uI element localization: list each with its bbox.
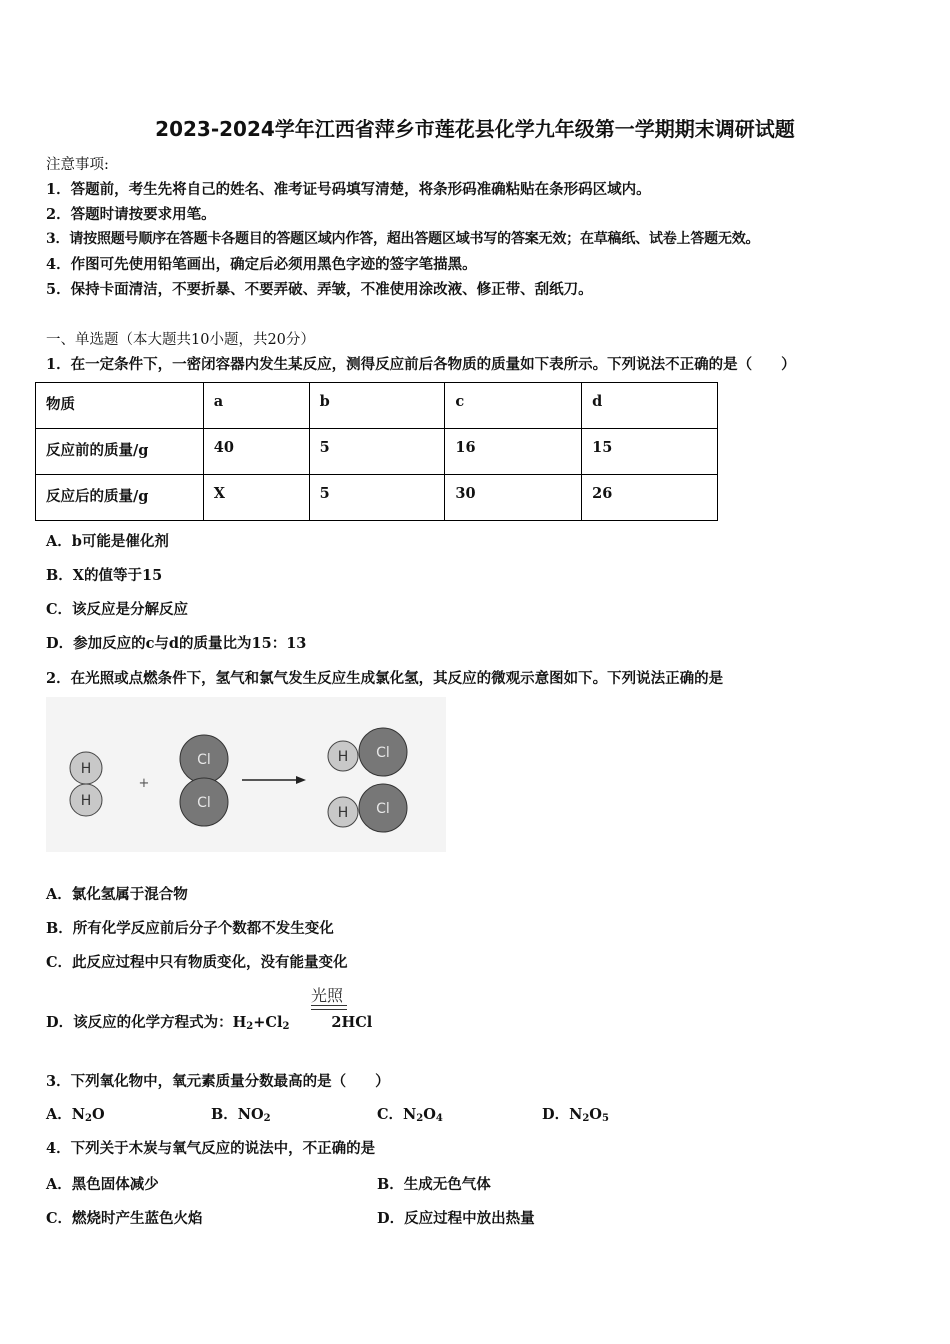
table-cell: 15: [582, 429, 718, 475]
notice-item: 4．作图可先使用铅笔画出，确定后必须用黑色字迹的签字笔描黑。: [46, 256, 477, 273]
formula-product: 2HCl: [331, 1014, 373, 1031]
question-3-stem: 3．下列氧化物中，氧元素质量分数最高的是（ ）: [46, 1073, 390, 1090]
notice-item: 2．答题时请按要求用笔。: [46, 206, 216, 223]
atom-label: Cl: [376, 801, 390, 817]
table-row: [36, 429, 718, 475]
table-cell: 反应前的质量/g: [36, 429, 204, 475]
question-4-option: D．反应过程中放出热量: [377, 1210, 535, 1227]
table-cell: a: [203, 383, 309, 429]
table-cell: 16: [445, 429, 582, 475]
question-2-option: A．氯化氢属于混合物: [46, 886, 188, 903]
formula-cl: +Cl: [253, 1014, 283, 1031]
notice-item: 1．答题前，考生先将自己的姓名、准考证号码填写清楚，将条形码准确粘贴在条形码区域内。: [46, 181, 651, 198]
atom-label: H: [337, 805, 349, 821]
table-cell: 30: [445, 475, 582, 521]
question-2-option: C．此反应过程中只有物质变化，没有能量变化: [46, 954, 348, 971]
question-1-option: B．X的值等于15: [46, 567, 163, 584]
question-4-option: B．生成无色气体: [377, 1176, 491, 1193]
question-4-stem: 4．下列关于木炭与氧气反应的说法中，不正确的是: [46, 1140, 376, 1157]
table-cell: 5: [309, 429, 445, 475]
equation-double-bar: [311, 1005, 347, 1010]
reaction-diagram-svg: [46, 697, 446, 852]
question-4-option: A．黑色固体减少: [46, 1176, 159, 1193]
question-3-option: B．$NO_2$: [211, 1106, 271, 1124]
table-cell: c: [445, 383, 582, 429]
question-4-option: C．燃烧时产生蓝色火焰: [46, 1210, 203, 1227]
table-cell: X: [203, 475, 309, 521]
subscript: 2: [246, 1021, 254, 1032]
arrow-head: [296, 776, 306, 784]
question-2-option: B．所有化学反应前后分子个数都不发生变化: [46, 920, 334, 937]
table-cell: 5: [309, 475, 445, 521]
reaction-diagram: [46, 697, 446, 852]
reaction-condition: 光照: [311, 986, 344, 1005]
atom-label: H: [337, 749, 349, 765]
atom-label: Cl: [197, 795, 211, 811]
table-cell: 26: [582, 475, 718, 521]
notice-item: 5．保持卡面清洁，不要折暴、不要弄破、弄皱，不准使用涂改液、修正带、刮纸刀。: [46, 281, 593, 298]
question-3-option: D．$N_2O_5$: [542, 1106, 609, 1124]
table-cell: b: [309, 383, 445, 429]
table-cell: 反应后的质量/g: [36, 475, 204, 521]
mass-table: [35, 382, 718, 521]
page-title: 2023-2024学年江西省萍乡市莲花县化学九年级第一学期期末调研试题: [155, 117, 795, 141]
notice-heading: 注意事项:: [46, 157, 109, 173]
question-2-option-d: [46, 1011, 372, 1032]
plus-sign: +: [138, 776, 150, 791]
question-1-option: D．参加反应的c与d的质量比为15：13: [46, 635, 307, 652]
question-1-option: C．该反应是分解反应: [46, 601, 189, 618]
atom-label: H: [80, 793, 92, 809]
question-2-stem: 2．在光照或点燃条件下，氢气和氯气发生反应生成氯化氢，其反应的微观示意图如下。下列说法正确的是: [46, 670, 724, 687]
formula-h: H: [232, 1014, 247, 1031]
atom-label: H: [80, 761, 92, 777]
section-heading: 一、单选题（本大题共10小题，共20分）: [46, 332, 315, 348]
table-row: [36, 475, 718, 521]
table-cell: 物质: [36, 383, 204, 429]
table-row: [36, 383, 718, 429]
question-1-option: A．b可能是催化剂: [46, 533, 169, 550]
question-3-option: C．$N_2O_4$: [377, 1106, 443, 1124]
atom-label: Cl: [376, 745, 390, 761]
table-cell: 40: [203, 429, 309, 475]
question-3-option: A．$N_2O$: [46, 1106, 105, 1124]
table-cell: d: [582, 383, 718, 429]
notice-item: 3．请按照题号顺序在答题卡各题目的答题区域内作答，超出答题区域书写的答案无效；在草稿纸、试卷上答题无效。: [46, 231, 760, 247]
question-1-stem: 1．在一定条件下，一密闭容器内发生某反应，测得反应前后各物质的质量如下表所示。下列说法不正确的是（ ）: [46, 356, 796, 373]
atom-label: Cl: [197, 752, 211, 768]
option-text: D．该反应的化学方程式为：: [46, 1014, 233, 1031]
subscript: 2: [282, 1021, 290, 1032]
